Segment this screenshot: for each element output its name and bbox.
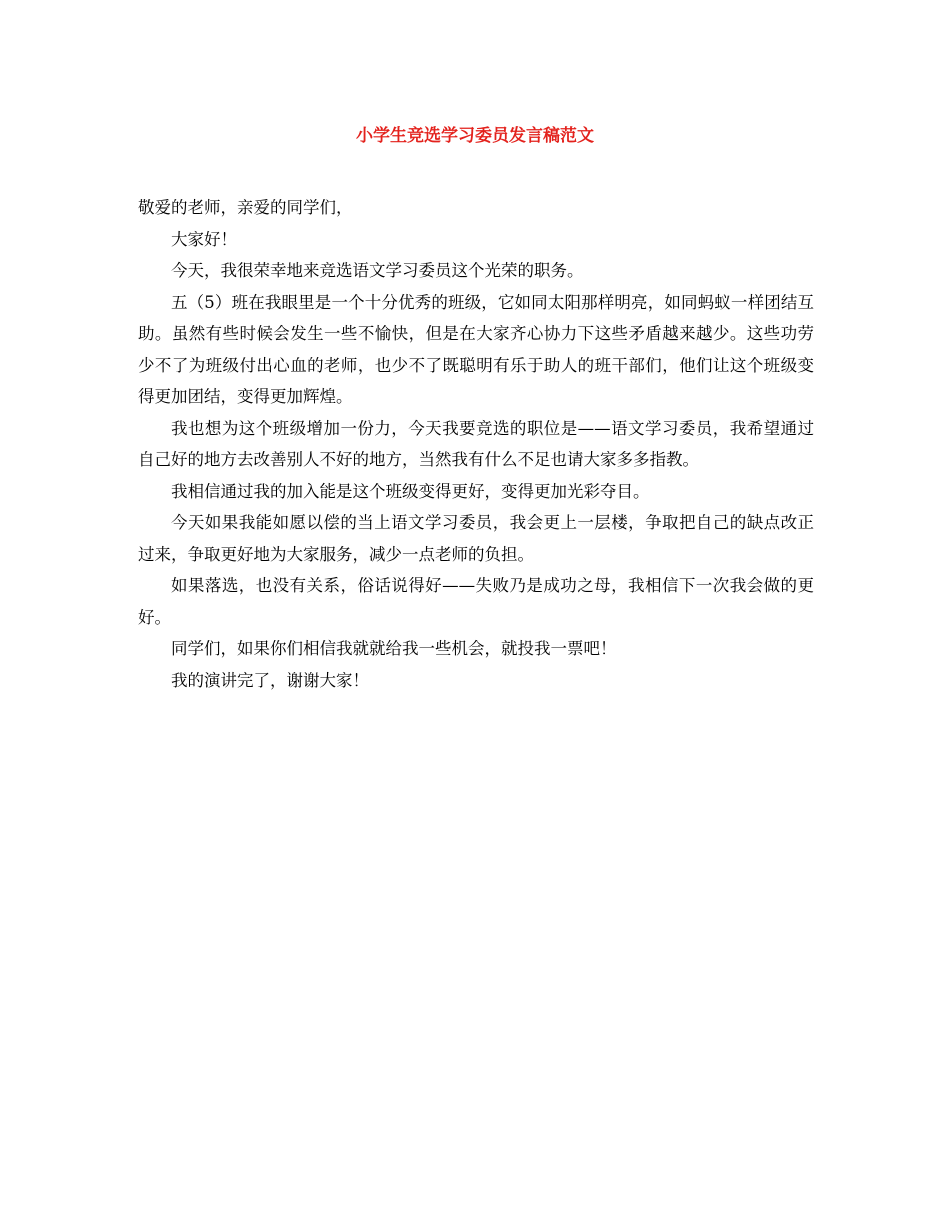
document-body <box>138 192 814 696</box>
paragraph-belief: 我相信通过我的加入能是这个班级变得更好，变得更加光彩夺目。 <box>171 481 650 501</box>
paragraph-introduction: 今天，我很荣幸地来竞选语文学习委员这个光荣的职务。 <box>171 261 584 280</box>
salutation: 敬爱的老师，亲爱的同学们， <box>138 198 353 217</box>
paragraph-if-lose: 如果落选，也没有关系，俗话说得好——失败乃是成功之母，我相信下一次我会做的更好。 <box>138 576 814 627</box>
paragraph-greeting: 大家好！ <box>171 229 237 249</box>
paragraph-class-description: 五（5）班在我眼里是一个十分优秀的班级，它如同太阳那样明亮，如同蚂蚁一样团结互助。虽然有些时候会发生一些不愉快，但是在大家齐心协力下这些矛盾越来越少。这些功劳少不了为班级付出心血的老师，也少不了既聪明有乐于助人的班干部们，他们让这个班级变得更加团结，变得更加辉煌。 <box>138 292 814 406</box>
paragraph-motivation: 我也想为这个班级增加一份力，今天我要竞选的职位是——语文学习委员，我希望通过自己好的地方去改善别人不好的地方，当然我有什么不足也请大家多多指教。 <box>138 418 814 469</box>
paragraph-appeal: 同学们，如果你们相信我就就给我一些机会，就投我一票吧！ <box>171 639 617 658</box>
document-title: 小学生竞选学习委员发言稿范文 <box>356 126 594 146</box>
paragraph-closing: 我的演讲完了，谢谢大家！ <box>171 670 369 690</box>
paragraph-promise: 今天如果我能如愿以偿的当上语文学习委员，我会更上一层楼，争取把自己的缺点改正过来，争取更好地为大家服务，减少一点老师的负担。 <box>138 513 814 564</box>
